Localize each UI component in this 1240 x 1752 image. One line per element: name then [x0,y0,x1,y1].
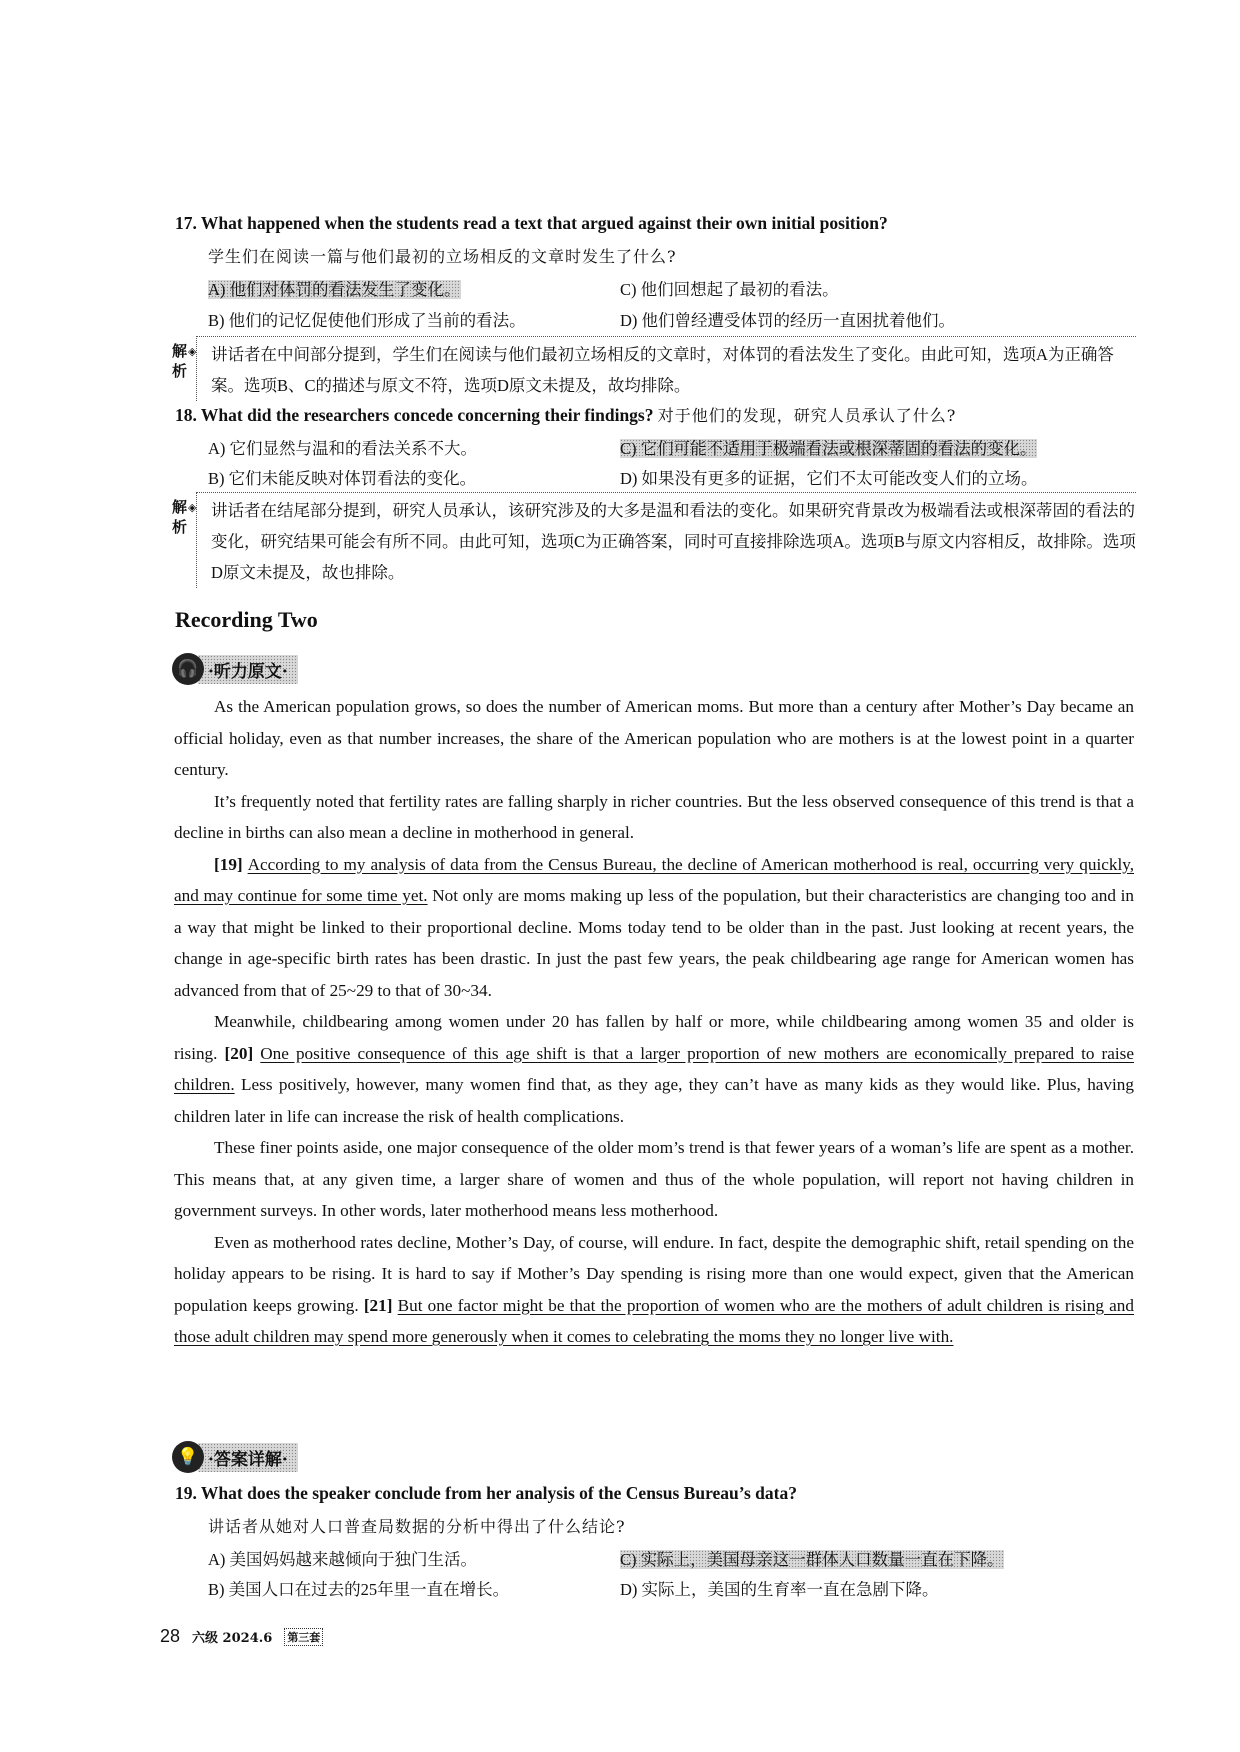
diamond-icon: ◈ [188,502,197,514]
transcript-text: Meanwhile, childbearing among women under 20 has fallen by half or more, while childbearing among women 35 and older is rising. [174,1012,1134,1063]
q17-analysis: 讲话者在中间部分提到，学生们在阅读与他们最初立场相反的文章时，对体罚的看法发生了变化。由此可知，选项A为正确答案。选项B、C的描述与原文不符，选项D原文未提及，故均排除。 [196,336,1136,401]
q19-option-d: D) 实际上，美国的生育率一直在急剧下降。 [620,1580,939,1599]
question-17-cn: 学生们在阅读一篇与他们最初的立场相反的文章时发生了什么? [208,247,677,266]
q19-option-c-answer: C) 实际上，美国母亲这一群体人口数量一直在下降。 [620,1550,1004,1569]
q17-option-c: C) 他们回想起了最初的看法。 [620,280,839,299]
question-19-cn: 讲话者从她对人口普查局数据的分析中得出了什么结论? [208,1517,626,1536]
test-set-label: 第三套 [284,1628,323,1646]
answer-evidence-text: According to my analysis of data from the Census Bureau, the decline of American motherhood is real, occurring very quickly, and may continue for some time yet. [174,854,1134,905]
transcript-paragraph [174,691,1134,786]
q18-option-a: A) 它们显然与温和的看法关系不大。 [208,439,478,458]
page-footer [160,1626,323,1647]
transcript-text: Less positively, however, many women find that, as they age, they can’t have as many kids as they would like. Plus, having children later in life can increase the risk of health complications. [174,1075,1134,1126]
page-number: 28 [160,1626,181,1646]
q18-option-b: B) 它们未能反映对体罚看法的变化。 [208,469,477,488]
transcript-text: It’s frequently noted that fertility rates are falling sharply in richer countries. But the less observed consequence of this trend is that a decline in births can also mean a decline in motherhood in general. [174,791,1134,842]
question-18-header: 18. What did the researchers concede concerning their findings? 对于他们的发现，研究人员承认了什么? [175,405,957,425]
question-marker: [19] [214,854,248,874]
q19-option-a: A) 美国妈妈越来越倾向于独门生活。 [208,1550,478,1569]
q18-option-c-answer: C) 它们可能不适用于极端看法或根深蒂固的看法的变化。 [620,439,1037,458]
section-heading: Recording Two [175,607,318,632]
transcript-paragraph [174,786,1134,849]
transcript-paragraph [174,1006,1134,1132]
q18-analysis: 讲话者在结尾部分提到，研究人员承认，该研究涉及的大多是温和看法的变化。如果研究背景改为极端看法或根深蒂固的看法的变化，研究结果可能会有所不同。由此可知，选项C为正确答案，同时可直接排除选项A。选项B与原文内容相反，故排除。选项D原文未提及，故也排除。 [196,492,1136,588]
transcript-text: Even as motherhood rates decline, Mother’s Day, of course, will endure. In fact, despite the demographic shift, retail spending on the holiday appears to be rising. It is hard to say if Mother’s Day spending is rising more than one would expect, given that the American population keeps growing. [174,1232,1134,1315]
analysis-label: 解析 ◈ [172,500,197,536]
analysis-label: 解析 ◈ [172,344,197,380]
transcript-paragraph [174,1227,1134,1353]
q17-option-a-answer: A) 他们对体罚的看法发生了变化。 [208,280,461,299]
q19-option-b: B) 美国人口在过去的25年里一直在增长。 [208,1580,510,1599]
diamond-icon: ◈ [188,346,197,358]
answer-evidence-text: One positive consequence of this age shift is that a larger proportion of new mothers are economically prepared to raise children. [174,1043,1135,1094]
transcript-passage [174,691,1134,1353]
headphones-icon: 🎧 [172,653,204,685]
question-marker: [20] [224,1043,261,1063]
transcript-badge: 🎧 ·听力原文· [172,652,298,686]
transcript-text: Not only are moms making up less of the population, but their characteristics are changing too and in a way that might be linked to their proportional decline. Moms today tend to be older than in the past. Just looking at recent years, the change in age-specific birth rates has been drastic. In just the past few years, the peak childbearing age range for American women has advanced from that of 25~29 to that of 30~34. [174,886,1134,1000]
q17-option-b: B) 他们的记忆促使他们形成了当前的看法。 [208,311,526,330]
question-19-title: 19. What does the speaker conclude from her analysis of the Census Bureau’s data? [175,1483,797,1503]
question-marker: [21] [363,1295,398,1315]
lightbulb-icon: 💡 [172,1441,204,1473]
transcript-text: As the American population grows, so does the number of American moms. But more than a century after Mother’s Day became an official holiday, even as that number increases, the share of the American population who are mothers is at the lowest point in a quarter century. [174,697,1134,779]
question-17-title: 17. What happened when the students read a text that argued against their own initial position? [175,213,888,233]
magazine-issue: 六级 2024.6 [192,1631,273,1646]
transcript-text: These finer points aside, one major consequence of the older mom’s trend is that fewer years of a woman’s life are spent as a mother. This means that, at any given time, a larger share of women and thus of the whole population, will report not having children in government surveys. In other words, later motherhood means less motherhood. [174,1138,1134,1220]
q17-option-d: D) 他们曾经遭受体罚的经历一直困扰着他们。 [620,311,956,330]
transcript-paragraph [174,1132,1134,1227]
answer-evidence-text: But one factor might be that the proportion of women who are the mothers of adult children is rising and those adult children may spend more generously when it comes to celebrating the moms they no longer live with. [174,1295,1134,1346]
transcript-paragraph [174,849,1134,1007]
answers-badge: 💡 ·答案详解· [172,1440,298,1474]
q18-option-d: D) 如果没有更多的证据，它们不太可能改变人们的立场。 [620,469,1038,488]
